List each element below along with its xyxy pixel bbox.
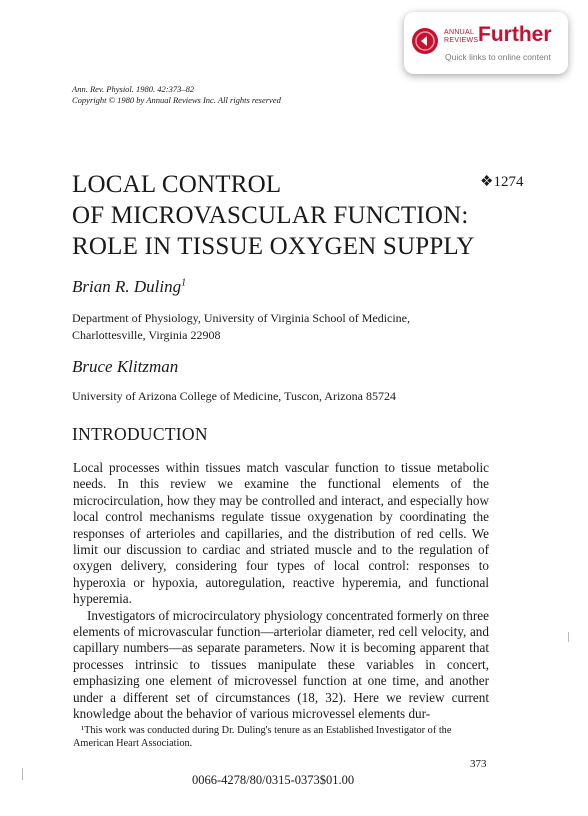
paragraph-1: Local processes within tissues match vascular function to tissue metabolic needs. In this review we examine the functional elements of the microcirculation, how they may be controlled and interact, and especially how local control mechanisms regulate tissue oxygenation by coordinating the responses of arterioles and capillaries, and the distribution of red cells. We limit our discussion to cardiac and striated muscle and to the regulation of oxygen delivery, considering four types of local control: responses to hyperoxia or hypoxia, autoregulation, reactive hyperemia, and functional hyperemia. xyxy=(73,460,489,607)
page-number: 373 xyxy=(470,758,487,770)
footnote: ¹This work was conducted during Dr. Duling's tenure as an Established Investigator of the American Heart Association. xyxy=(73,725,452,749)
badge-quick-links-label: Quick links to online content xyxy=(445,52,551,62)
author-2-affiliation: University of Arizona College of Medicine, Tuscon, Arizona 85724 xyxy=(72,389,396,403)
paragraph-2: Investigators of microcirculatory physiology concentrated formerly on three elements of microvascular function—arteriolar diameter, red cell velocity, and capillary numbers—as separate parameters. Now it is becoming apparent that processes intrinsic to tissues manipulate these variables in concert, emphasizing one element of microvessel function at one time, and another under a different set of circumstances (18, 32). Here we review current knowledge about the behavior of various microvessel elements dur- xyxy=(73,607,489,722)
author-2-name: Bruce Klitzman xyxy=(72,357,179,376)
badge-annual-label: ANNUAL xyxy=(444,29,475,36)
badge-reviews-label: REVIEWS xyxy=(444,37,479,44)
scan-mark xyxy=(568,632,569,642)
article-title xyxy=(72,169,475,262)
title-line-1: LOCAL CONTROL xyxy=(72,171,282,198)
title-line-2: OF MICROVASCULAR FUNCTION: xyxy=(72,202,469,229)
scan-mark xyxy=(22,768,23,780)
article-code: 0066-4278/80/0315-0373$01.00 xyxy=(192,773,355,787)
citation-line-1: Ann. Rev. Physiol. 1980. 42:373–82 xyxy=(72,84,195,94)
author-1-footnote-marker: 1 xyxy=(181,277,187,289)
document-number: ❖1274 xyxy=(480,174,524,190)
author-1-affiliation: Department of Physiology, University of Virginia School of Medicine, Charlottesville, Virginia 22908 xyxy=(72,311,411,342)
title-line-3: ROLE IN TISSUE OXYGEN SUPPLY xyxy=(72,233,475,260)
badge-further-label: Further xyxy=(478,23,552,46)
play-icon xyxy=(412,28,438,54)
body-text xyxy=(73,460,489,723)
author-1-name: Brian R. Duling$^1$ xyxy=(72,277,187,296)
section-heading: INTRODUCTION xyxy=(72,424,208,444)
annual-reviews-further-badge[interactable] xyxy=(404,12,568,74)
journal-citation xyxy=(72,84,281,106)
citation-line-2: Copyright © 1980 by Annual Reviews Inc. All rights reserved xyxy=(72,95,281,105)
